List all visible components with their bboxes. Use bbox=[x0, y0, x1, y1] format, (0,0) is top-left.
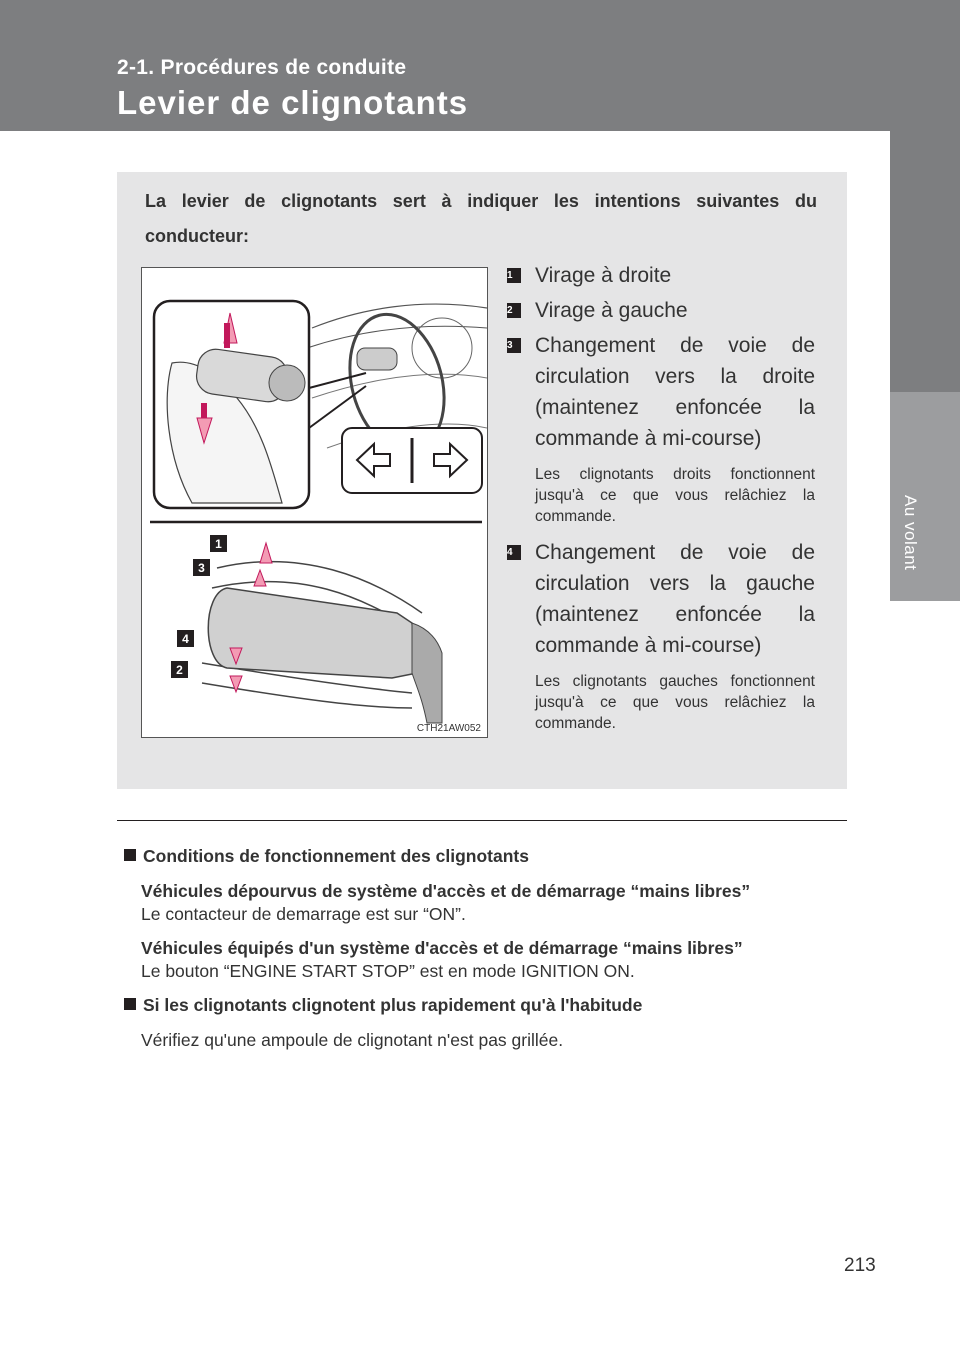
callout-label-text: 2 bbox=[176, 663, 183, 677]
item-number: 4 bbox=[507, 545, 521, 560]
gauge-icon bbox=[412, 318, 472, 378]
lever-base bbox=[269, 365, 305, 401]
illustration-svg bbox=[142, 268, 487, 737]
signal-items bbox=[507, 260, 815, 744]
item-note-right: Les clignotants droits fonctionnent jusqu'à ce que vous relâchiez la commande. bbox=[535, 466, 815, 525]
square-bullet-icon bbox=[124, 849, 136, 861]
info-box bbox=[117, 172, 847, 789]
lever-collar bbox=[412, 623, 442, 723]
arrow-pos1-icon bbox=[260, 543, 272, 563]
callout-lines bbox=[309, 373, 366, 428]
section-divider bbox=[117, 820, 847, 821]
stalk-small bbox=[357, 348, 397, 370]
note-sub-with-smart-key: Véhicules équipés d'un système d'accès et de démarrage “mains libres” Le bouton “ENGINE START STOP” est en mode IGNITION ON. bbox=[141, 938, 743, 981]
arrow-pos3-icon bbox=[254, 570, 266, 586]
intro-text: La levier de clignotants sert à indiquer les intentions suivantes du conducteur: bbox=[145, 191, 817, 246]
callout-label-text: 4 bbox=[182, 632, 189, 646]
callout-label-text: 3 bbox=[198, 561, 205, 575]
item-lane-change-left: 4 Changement de voie de circulation vers la gauche (maintenez enfoncée la commande à mi-course) bbox=[507, 541, 815, 657]
item-number: 1 bbox=[507, 268, 521, 283]
chapter-title: Au volant bbox=[901, 495, 920, 571]
page-header bbox=[0, 0, 960, 131]
page-title: Levier de clignotants bbox=[117, 84, 469, 121]
turn-signal-illustration bbox=[141, 267, 488, 738]
section-label: 2-1. Procédures de conduite bbox=[117, 56, 407, 79]
page-number: 213 bbox=[844, 1255, 876, 1276]
figure-code: CTH21AW052 bbox=[416, 723, 481, 734]
square-bullet-icon bbox=[124, 998, 136, 1010]
note-sub-without-smart-key: Véhicules dépourvus de système d'accès et de démarrage “mains libres” Le contacteur de demarrage est sur “ON”. bbox=[141, 881, 751, 924]
notes-section bbox=[124, 845, 839, 1063]
lever-detail bbox=[208, 588, 417, 678]
item-right-turn: 1 Virage à droite bbox=[507, 264, 672, 287]
item-number: 3 bbox=[507, 338, 521, 353]
item-number: 2 bbox=[507, 303, 521, 318]
item-lane-change-right: 3 Changement de voie de circulation vers la droite (maintenez enfoncée la commande à mi-course) bbox=[507, 334, 815, 450]
note-heading-conditions: Conditions de fonctionnement des clignotants bbox=[124, 845, 839, 868]
callout-label-text: 1 bbox=[215, 537, 222, 551]
dashboard-line bbox=[307, 326, 487, 348]
note-sub-bulb-check: Vérifiez qu'une ampoule de clignotant n'est pas grillée. bbox=[141, 1030, 564, 1050]
dashboard-line bbox=[312, 374, 487, 398]
note-heading-fast-blink: Si les clignotants clignotent plus rapidement qu'à l'habitude bbox=[124, 994, 839, 1017]
item-left-turn: 2 Virage à gauche bbox=[507, 299, 688, 322]
item-note-left: Les clignotants gauches fonctionnent jusqu'à ce que vous relâchiez la commande. bbox=[535, 673, 815, 732]
